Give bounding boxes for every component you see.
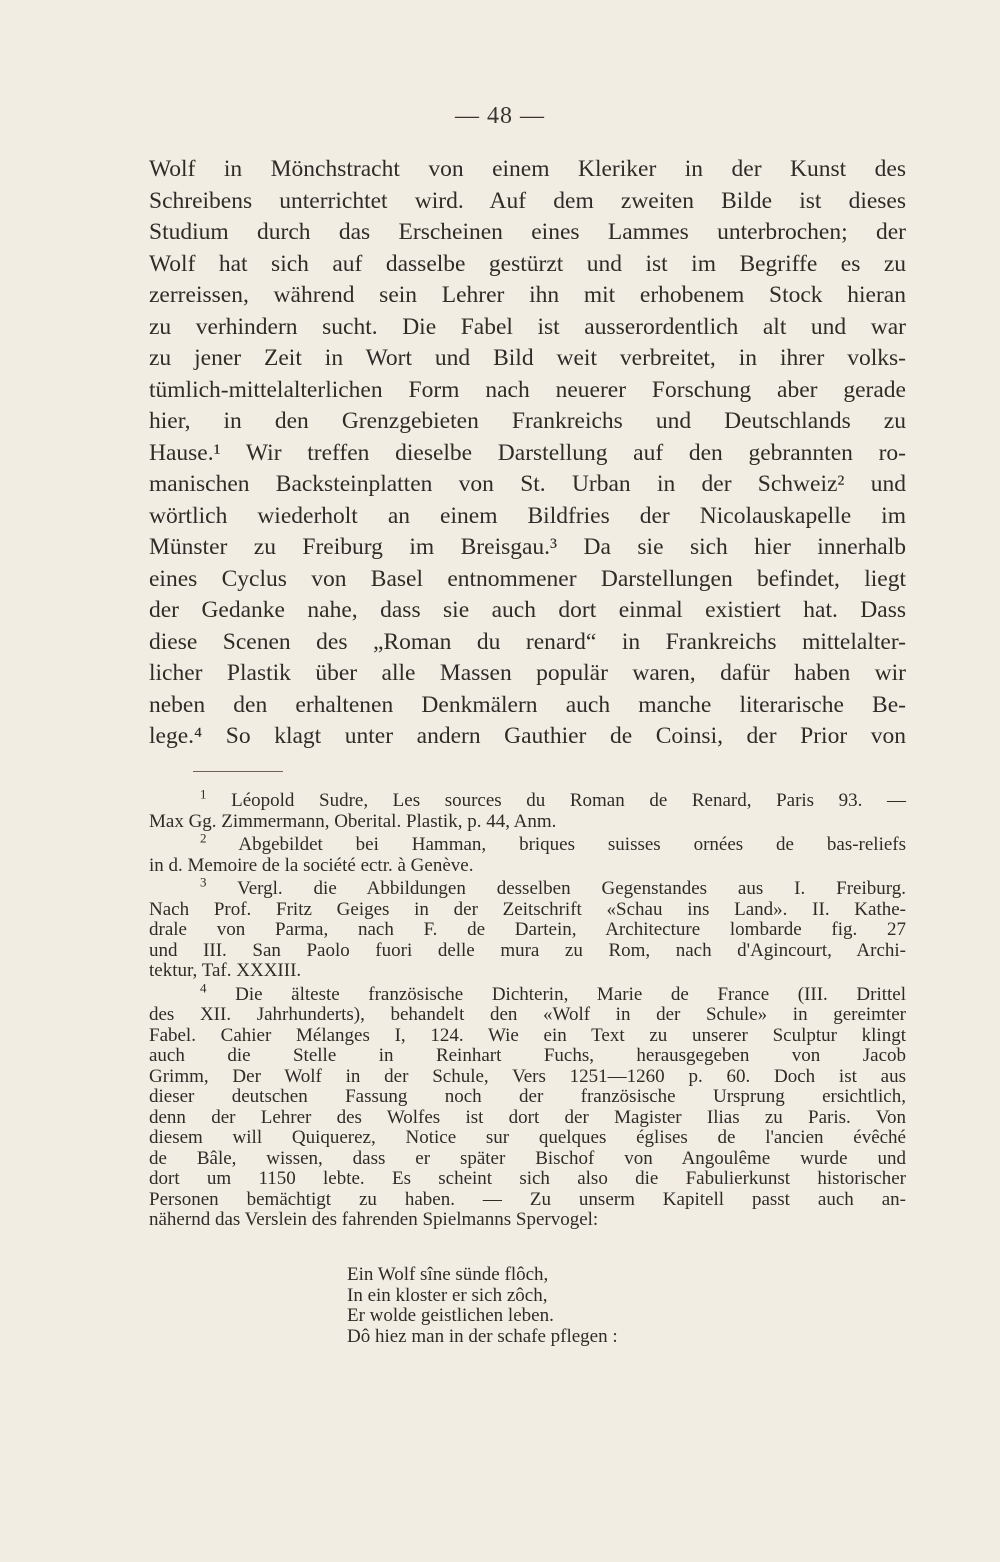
- verse-line: Er wolde geistlichen leben.: [347, 1305, 554, 1326]
- body-line: zerreissen, während sein Lehrer ihn mit erhobenem Stock hieran: [149, 282, 906, 308]
- footnote-text: Abgebildet bei Hamman, briques suisses ornées de bas-reliefs: [238, 834, 907, 855]
- body-line: Münster zu Freiburg im Breisgau.³ Da sie sich hier innerhalb: [149, 534, 906, 560]
- footnote-line: nähernd das Verslein des fahrenden Spielmanns Spervogel:: [149, 1209, 599, 1230]
- footnote-line: [149, 980, 906, 1006]
- footnote-line: drale von Parma, nach F. de Dartein, Architecture lombarde fig. 27: [149, 919, 906, 940]
- verse-quotation: [347, 1265, 618, 1347]
- footnote-line: [149, 874, 906, 900]
- body-line: zu verhindern sucht. Die Fabel ist ausserordentlich alt und war: [149, 313, 906, 340]
- footnote-line: auch die Stelle in Reinhart Fuchs, herausgegeben von Jacob: [149, 1045, 906, 1066]
- footnote-line: de Bâle, wissen, dass er später Bischof von Angoulême wurde und: [149, 1147, 906, 1169]
- footnote-line: in d. Memoire de la société ectr. à Genève.: [149, 854, 474, 876]
- footnote-line: dieser deutschen Fassung noch der französische Ursprung ersichtlich,: [149, 1086, 906, 1107]
- body-line: zu jener Zeit in Wort und Bild weit verbreitet, in ihrer volks-: [149, 345, 906, 371]
- footnote-separator-rule: [193, 771, 283, 772]
- body-line: Wolf hat sich auf dasselbe gestürzt und ist im Begriffe es zu: [149, 250, 906, 277]
- page-number: — 48 —: [455, 103, 545, 129]
- body-line: neben den erhaltenen Denkmälern auch manche literarische Be-: [149, 691, 906, 718]
- body-line: wörtlich wiederholt an einem Bildfries der Nicolauskapelle im: [149, 502, 906, 529]
- footnote-line: des XII. Jahrhunderts), behandelt den «Wolf in der Schule» in gereimter: [149, 1004, 906, 1025]
- footnote-1: [149, 786, 906, 832]
- body-line: der Gedanke nahe, dass sie auch dort einmal existiert hat. Dass: [149, 597, 906, 623]
- verse-line: Dô hiez man in der schafe pflegen :: [347, 1325, 618, 1347]
- footnote-text: Vergl. die Abbildungen desselben Gegenstandes aus I. Freiburg.: [237, 878, 906, 899]
- body-line: Wolf in Mönchstracht von einem Kleriker in der Kunst des: [149, 156, 906, 182]
- footnote-line: dort um 1150 lebte. Es scheint sich also die Fabulierkunst historischer: [149, 1168, 906, 1189]
- footnote-line: diesem will Quiquerez, Notice sur quelques églises de l'ancien évêché: [149, 1127, 906, 1148]
- footnote-line: tektur, Taf. XXXIII.: [149, 960, 302, 981]
- body-line: licher Plastik über alle Massen populär waren, dafür haben wir: [149, 660, 906, 686]
- footnotes-section: [149, 786, 907, 1234]
- footnote-line: Grimm, Der Wolf in der Schule, Vers 1251—1260 p. 60. Doch ist aus: [149, 1065, 906, 1087]
- footnote-marker: 2: [200, 830, 207, 846]
- footnote-line: [149, 786, 906, 812]
- body-line: Studium durch das Erscheinen eines Lammes unterbrochen; der: [149, 219, 906, 245]
- body-line: tümlich-mittelalterlichen Form nach neuerer Forschung aber gerade: [149, 376, 906, 403]
- footnote-line: [149, 830, 907, 856]
- footnote-marker: 3: [200, 874, 207, 890]
- body-line: Schreibens unterrichtet wird. Auf dem zweiten Bilde ist dieses: [149, 187, 906, 214]
- body-line: eines Cyclus von Basel entnommener Darstellungen befindet, liegt: [149, 565, 906, 592]
- footnote-text: Léopold Sudre, Les sources du Roman de Renard, Paris 93. —: [231, 790, 906, 811]
- footnote-2: [149, 830, 907, 876]
- footnote-line: Fabel. Cahier Mélanges I, 124. Wie ein Text zu unserer Sculptur klingt: [149, 1024, 906, 1046]
- body-line: manischen Backsteinplatten von St. Urban in der Schweiz² und: [149, 471, 906, 497]
- body-line: lege.⁴ So klagt unter andern Gauthier de Coinsi, der Prior von: [149, 723, 906, 749]
- footnote-marker: 4: [200, 980, 207, 996]
- verse-line: In ein kloster er sich zôch,: [347, 1284, 548, 1306]
- footnote-4: [149, 980, 906, 1231]
- footnote-marker: 1: [200, 786, 207, 802]
- footnote-line: Nach Prof. Fritz Geiges in der Zeitschrift «Schau ins Land». II. Kathe-: [149, 898, 906, 920]
- body-line: Hause.¹ Wir treffen dieselbe Darstellung auf den gebrannten ro-: [149, 439, 906, 466]
- body-paragraph: [149, 154, 906, 753]
- verse-line: Ein Wolf sîne sünde flôch,: [347, 1264, 549, 1285]
- footnote-line: denn der Lehrer des Wolfes ist dort der Magister Ilias zu Paris. Von: [149, 1106, 906, 1128]
- footnote-line: und III. San Paolo fuori delle mura zu Rom, nach d'Agincourt, Archi-: [149, 939, 906, 961]
- footnote-3: [149, 874, 906, 982]
- footnote-line: Personen bemächtigt zu haben. — Zu unserm Kapitell passt auch an-: [149, 1188, 906, 1210]
- body-line: diese Scenen des „Roman du renard“ in Frankreichs mittelalter-: [149, 628, 906, 655]
- body-line: hier, in den Grenzgebieten Frankreichs und Deutschlands zu: [149, 408, 906, 434]
- footnote-line: Max Gg. Zimmermann, Oberital. Plastik, p. 44, Anm.: [149, 810, 557, 832]
- footnote-text: Die älteste französische Dichterin, Marie de France (III. Drittel: [235, 983, 906, 1005]
